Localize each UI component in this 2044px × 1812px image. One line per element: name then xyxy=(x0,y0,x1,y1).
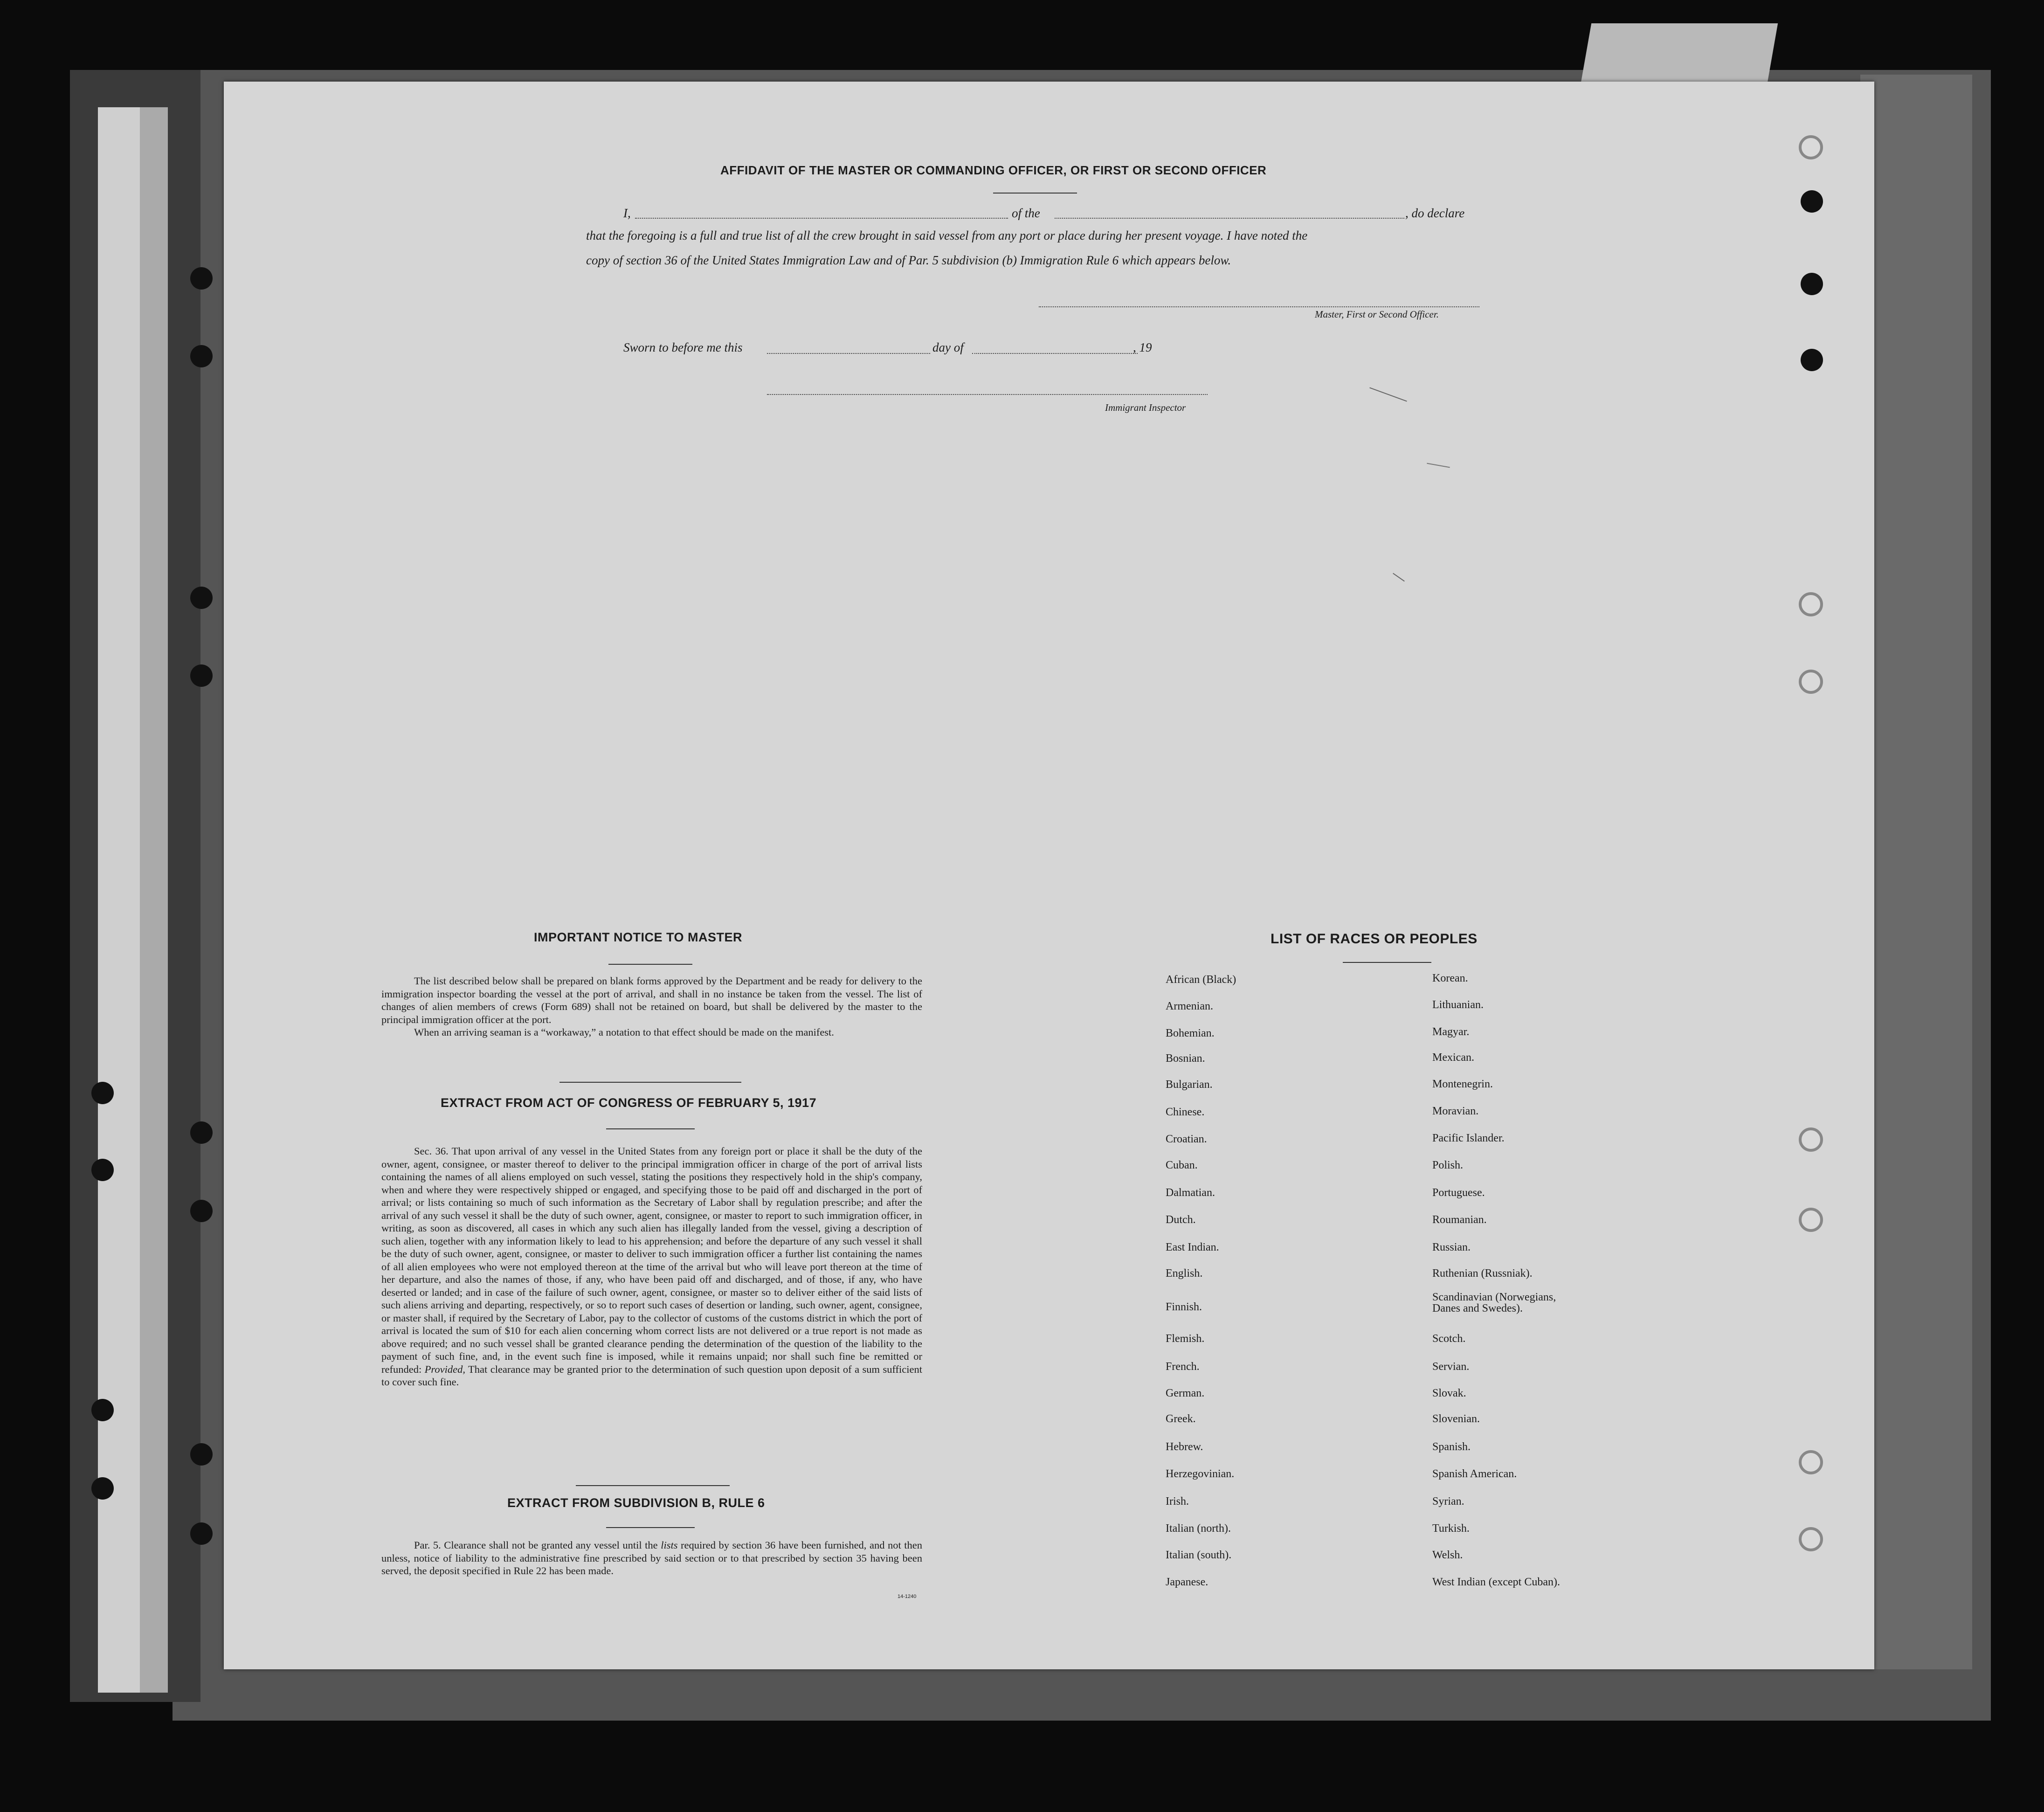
sworn-day-of: day of xyxy=(932,340,964,354)
binder-hole xyxy=(1801,190,1823,213)
notice-title: IMPORTANT NOTICE TO MASTER xyxy=(534,930,742,944)
rule-6-body-a: Par. 5. Clearance shall not be granted any vessel until the xyxy=(414,1539,658,1551)
sworn-prefix: Sworn to before me this xyxy=(623,340,743,354)
race-item: Polish. xyxy=(1432,1159,1464,1171)
section-divider xyxy=(576,1485,730,1486)
race-item: Slovenian. xyxy=(1432,1413,1480,1425)
title-underline xyxy=(993,193,1077,194)
binder-hole xyxy=(190,345,213,367)
race-item: West Indian (except Cuban). xyxy=(1432,1576,1560,1588)
race-item: Japanese. xyxy=(1166,1576,1208,1588)
race-item: Italian (south). xyxy=(1166,1549,1232,1561)
race-item: Pacific Islander. xyxy=(1432,1132,1505,1144)
signature-caption: Master, First or Second Officer. xyxy=(1315,309,1439,320)
races-title-underline xyxy=(1343,962,1431,963)
race-item: Portuguese. xyxy=(1432,1187,1485,1199)
binder-hole xyxy=(91,1159,114,1181)
section-36-proviso: That clearance may be granted prior to the determination of such question upon deposit of a sum sufficient to cover such fine. xyxy=(381,1363,923,1388)
section-36-label: Sec. 36. xyxy=(414,1145,449,1157)
binder-right-edge xyxy=(1860,75,1972,1669)
binder-hole xyxy=(190,587,213,609)
binder-hole xyxy=(91,1399,114,1421)
race-item: German. xyxy=(1166,1387,1205,1399)
vessel-blank-line xyxy=(1055,218,1404,219)
section-divider xyxy=(559,1082,741,1083)
binder-hole xyxy=(1801,273,1823,295)
rule-extract-title: EXTRACT FROM SUBDIVISION B, RULE 6 xyxy=(507,1496,765,1510)
race-item: Bosnian. xyxy=(1166,1052,1205,1065)
race-item: Montenegrin. xyxy=(1432,1078,1493,1090)
race-item: Mexican. xyxy=(1432,1051,1474,1064)
affidavit-line-3: copy of section 36 of the United States Immigration Law and of Par. 5 subdivision (b) Immigration Rule 6 which appears below. xyxy=(586,253,1231,267)
act-extract-title: EXTRACT FROM ACT OF CONGRESS OF FEBRUARY 5, 1917 xyxy=(441,1096,817,1110)
race-item: East Indian. xyxy=(1166,1241,1219,1253)
sworn-year: , 19 xyxy=(1133,340,1152,354)
race-item: Herzegovinian. xyxy=(1166,1468,1235,1480)
binder-hole xyxy=(190,664,213,687)
notice-text xyxy=(381,975,922,1039)
signature-line xyxy=(1039,306,1479,307)
race-item: Spanish American. xyxy=(1432,1468,1517,1480)
race-item: Hebrew. xyxy=(1166,1441,1203,1453)
race-item: Dalmatian. xyxy=(1166,1187,1215,1199)
notice-paragraph-2: When an arriving seaman is a “workaway,” a notation to that effect should be made on the manifest. xyxy=(414,1026,834,1038)
rule-6-body-b: required by section 36 have been furnished, and not then unless, notice of liability to the administrative fine prescribed by said section or to that prescribed by section 35 having been served, the deposit specified in Rule 22 has been made. xyxy=(381,1539,922,1577)
race-item: Greek. xyxy=(1166,1413,1196,1425)
binder-hole xyxy=(190,267,213,290)
race-item: Bulgarian. xyxy=(1166,1079,1213,1091)
race-item: Welsh. xyxy=(1432,1549,1463,1561)
section-36-body: That upon arrival of any vessel in the United States from any foreign port or place it shall be the duty of the owner, agent, consignee, or master thereof to deliver to the principal immigration officer in charge of the port of arrival lists containing the names of all aliens employed on such vessel, stating the positions they respectively hold in the ship's company, when and where they were respectively shipped or engaged, and specifying those to be paid off and discharged in the port of arrival; or lists containing so much of such information as the Secretary of Labor shall by regulation prescribe; and after the arrival of any such vessel it shall be the duty of such owner, agent, consignee, or master to report to such immigration officer, in writing, as soon as discovered, all cases in which any such alien has illegally landed from the vessel, giving a description of such alien, together with any information likely to lead to his apprehension; and before the departure of any such vessel it shall be the duty of such owner, agent, consignee, or master to deliver to such immigration officer a further list containing the names of all alien employees who were not employed thereon at the time of the arrival but who will leave port thereon at the time of her departure, and also the names of those, if any, who have been paid off and discharged, and of those, if any, who have deserted or landed; and in case of the failure of such owner, agent, consignee, or master so to deliver either of the said lists of such aliens arriving and departing, respectively, or so to report such cases of desertion or landing, such owner, agent, consignee, or master shall, if required by the Secretary of Labor, pay to the collector of customs of the customs district in which the port of arrival is located the sum of $10 for each alien concerning whom correct lists are not delivered or a true report is not made as above required; and no such vessel shall be granted clearance pending the determination of the question of the liability to the payment of such fine, and, in the event such fine is imposed, while it remains unpaid; nor shall such fine be remitted or refunded: xyxy=(381,1145,922,1375)
race-item: Turkish. xyxy=(1432,1522,1470,1535)
race-item: Cuban. xyxy=(1166,1159,1198,1171)
race-item: Irish. xyxy=(1166,1495,1189,1508)
binder-hole xyxy=(190,1522,213,1545)
binder-hole xyxy=(1801,349,1823,371)
races-title: LIST OF RACES OR PEOPLES xyxy=(1271,931,1478,947)
race-item: African (Black) xyxy=(1166,974,1236,986)
affidavit-of-the: of the xyxy=(1012,206,1040,220)
race-item: Magyar. xyxy=(1432,1026,1470,1038)
name-blank-line xyxy=(635,218,1008,219)
binder-hole xyxy=(1799,1450,1823,1474)
lists-keyword: lists xyxy=(661,1539,678,1551)
provided-keyword: Provided, xyxy=(424,1363,465,1375)
race-item: Moravian. xyxy=(1432,1105,1479,1117)
race-item: English. xyxy=(1166,1267,1203,1279)
notice-paragraph-1: The list described below shall be prepared on blank forms approved by the Department and be ready for delivery to the immigration inspector boarding the vessel at the port of arrival, and shall in no instance be taken from the vessel. The list of changes of alien members of crews (Form 689) shall not be retained on board, but shall be delivered by the master to the principal immigration officer at the port. xyxy=(381,975,922,1025)
affidavit-i: I, xyxy=(623,206,631,220)
race-item: Croatian. xyxy=(1166,1133,1207,1145)
race-item: Slovak. xyxy=(1432,1387,1466,1399)
binder-hole xyxy=(190,1200,213,1222)
race-item: Italian (north). xyxy=(1166,1522,1231,1535)
rule-title-underline xyxy=(606,1527,695,1528)
binder-hole xyxy=(190,1443,213,1466)
binder-hole xyxy=(190,1121,213,1144)
race-item: Dutch. xyxy=(1166,1214,1196,1226)
notice-underline xyxy=(608,964,692,965)
sworn-day-line xyxy=(767,353,930,354)
binder-hole xyxy=(1799,670,1823,694)
inspector-signature-line xyxy=(767,394,1208,395)
race-item: Roumanian. xyxy=(1432,1214,1487,1226)
race-item: Bohemian. xyxy=(1166,1027,1215,1039)
race-item: Scandinavian (Norwegians, Danes and Swedes). xyxy=(1432,1291,1556,1314)
inspector-caption: Immigrant Inspector xyxy=(1105,402,1186,413)
race-item: Korean. xyxy=(1432,972,1468,984)
binder-hole xyxy=(1799,592,1823,616)
form-number: 14-1240 xyxy=(898,1594,917,1599)
immigration-form-page xyxy=(224,82,1874,1669)
race-item: Ruthenian (Russniak). xyxy=(1432,1267,1533,1279)
race-item: Syrian. xyxy=(1432,1495,1464,1508)
race-item: French. xyxy=(1166,1361,1200,1373)
race-item: Flemish. xyxy=(1166,1333,1205,1345)
section-36-text xyxy=(381,1145,922,1389)
race-item: Chinese. xyxy=(1166,1106,1205,1118)
race-item: Servian. xyxy=(1432,1361,1470,1373)
binder-hole xyxy=(91,1082,114,1104)
rule-6-text xyxy=(381,1539,922,1577)
act-title-underline xyxy=(606,1128,695,1129)
binder-hole xyxy=(1799,135,1823,159)
binder-hole xyxy=(91,1477,114,1500)
stacked-pages-edge xyxy=(98,107,140,1693)
binder-hole xyxy=(1799,1208,1823,1232)
affidavit-declare: , do declare xyxy=(1405,206,1465,220)
race-item: Scotch. xyxy=(1432,1333,1466,1345)
binder-hole xyxy=(1799,1127,1823,1152)
race-item: Armenian. xyxy=(1166,1000,1213,1012)
stacked-pages-edge-shadow xyxy=(140,107,168,1693)
affidavit-title: AFFIDAVIT OF THE MASTER OR COMMANDING OFFICER, OR FIRST OR SECOND OFFICER xyxy=(720,163,1267,177)
race-item: Russian. xyxy=(1432,1241,1471,1253)
race-item: Lithuanian. xyxy=(1432,999,1484,1011)
race-item: Spanish. xyxy=(1432,1441,1471,1453)
sworn-month-line xyxy=(972,353,1138,354)
binder-hole xyxy=(1799,1527,1823,1551)
affidavit-line-2: that the foregoing is a full and true list of all the crew brought in said vessel from any port or place during her present voyage. I have noted the xyxy=(586,228,1308,242)
race-item: Finnish. xyxy=(1166,1301,1202,1313)
